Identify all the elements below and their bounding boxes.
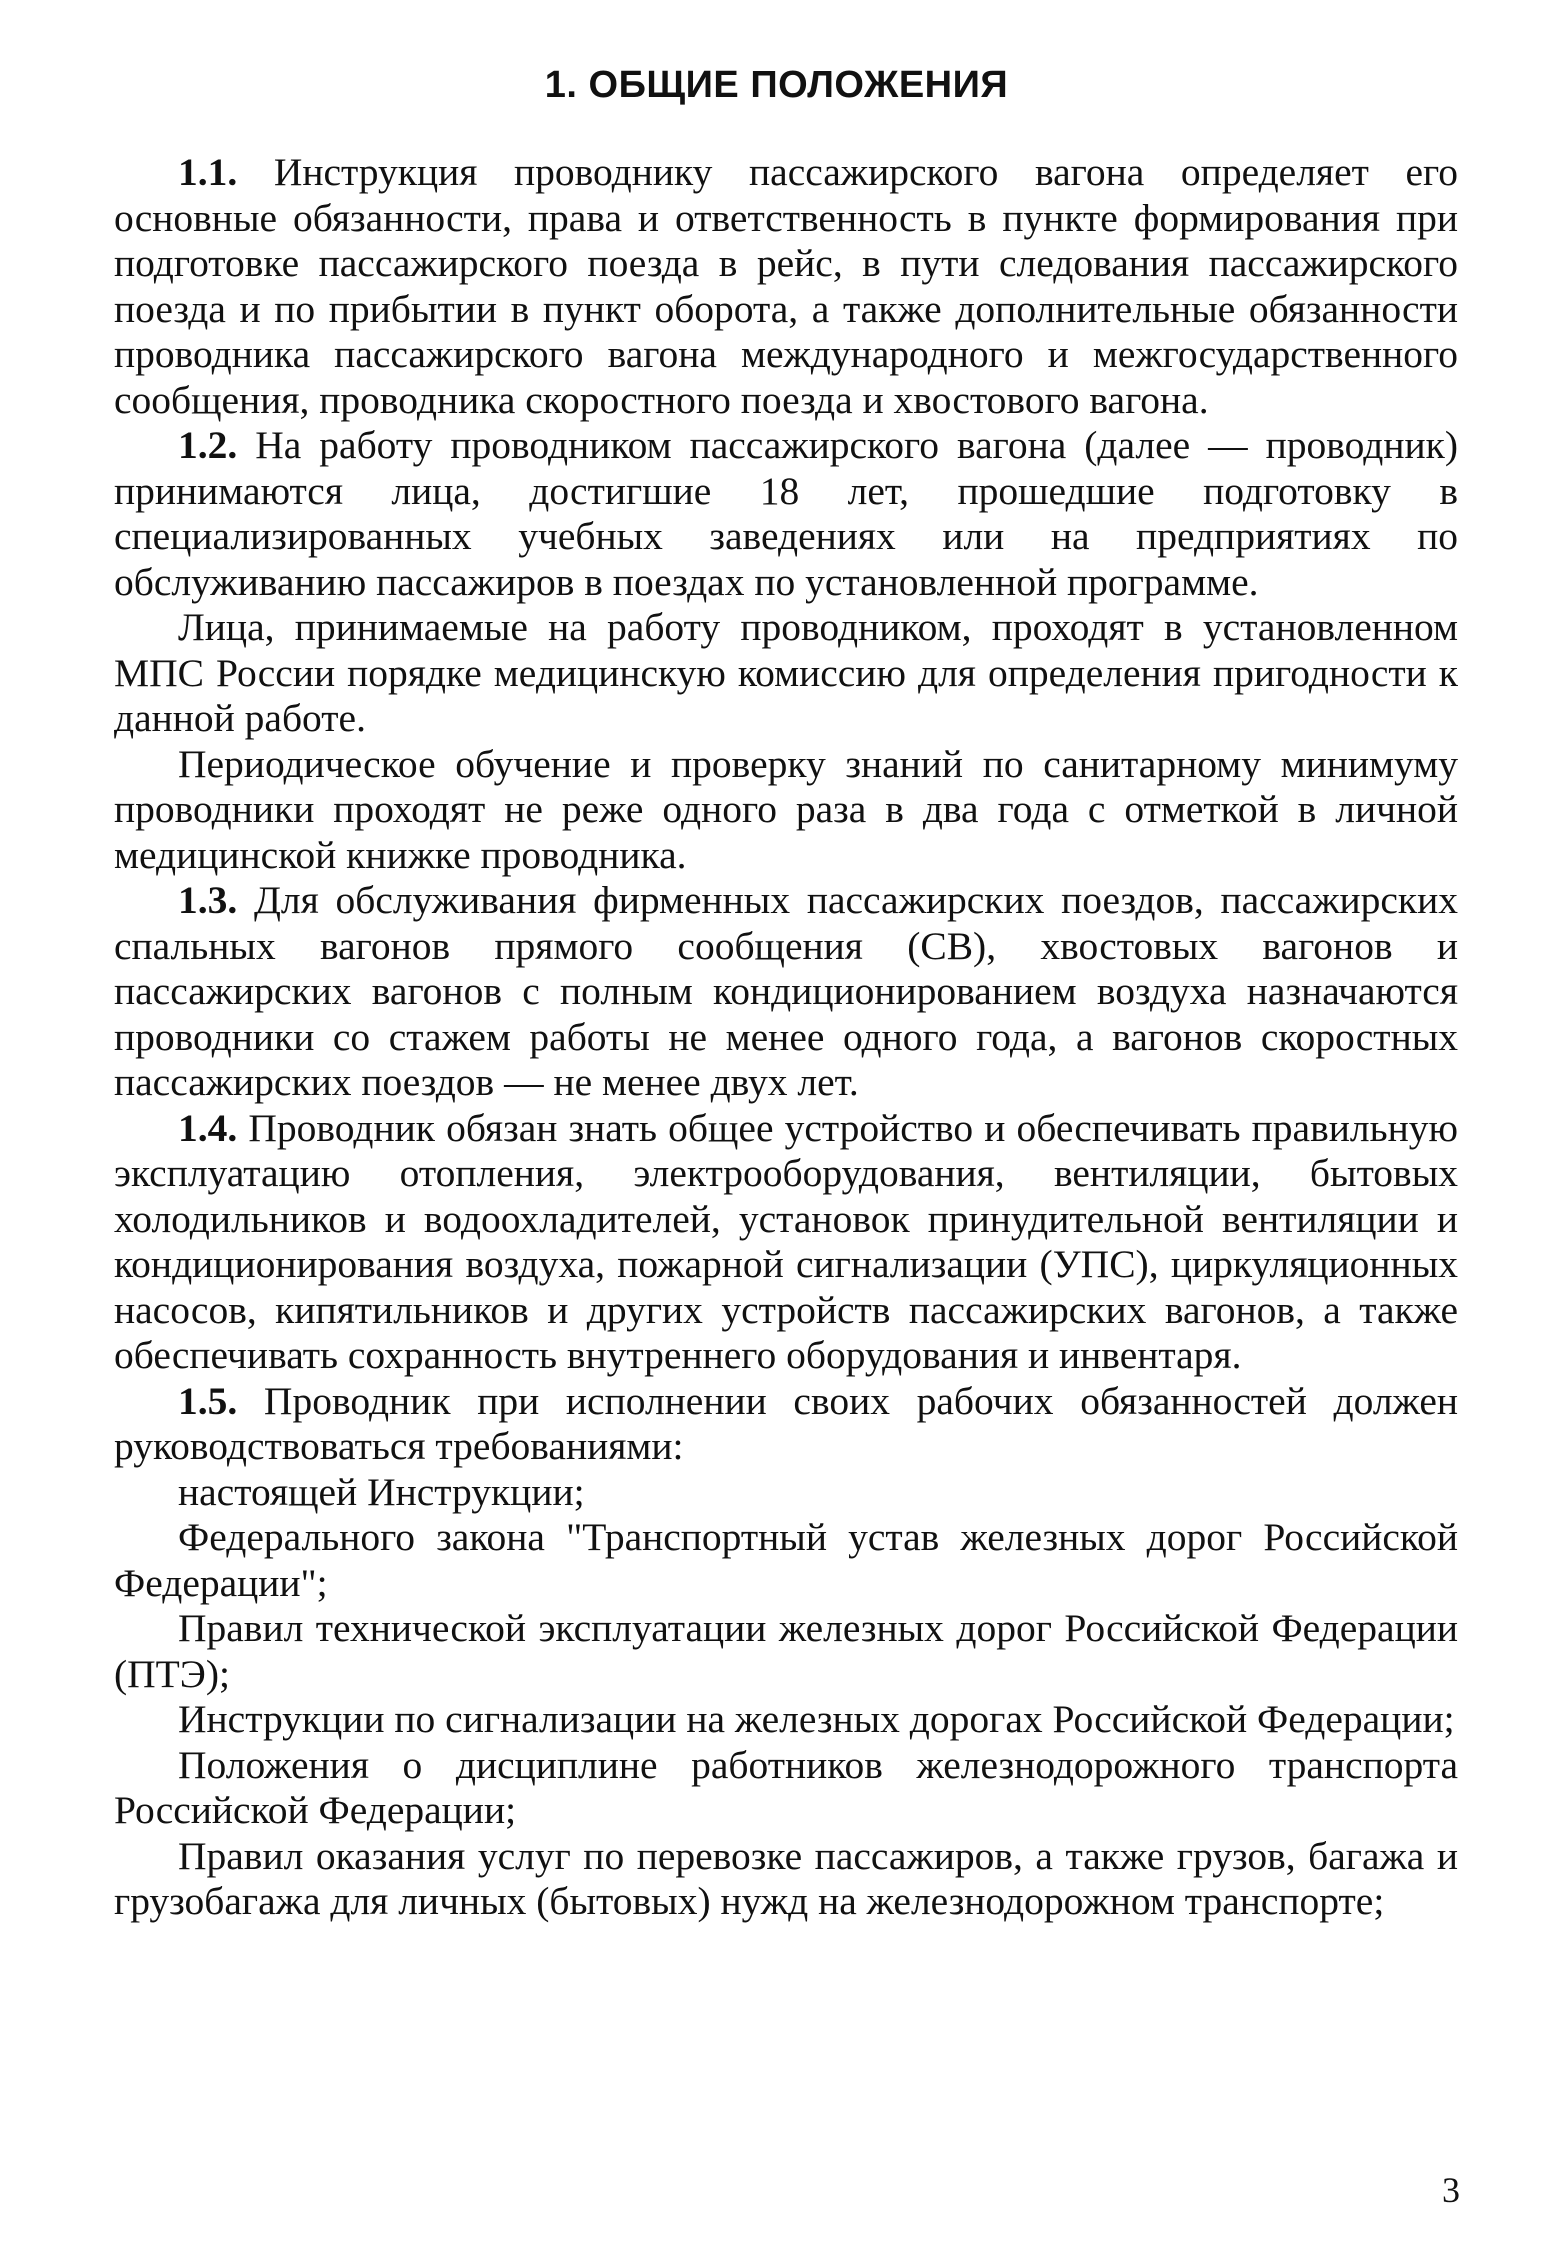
paragraph-1-3 xyxy=(114,878,1458,1106)
requirement-item xyxy=(114,1606,1458,1697)
paragraph-text: Правил оказания услуг по перевозке пассажиров, а также грузов, багажа и грузобагажа для личных (бытовых) нужд на железнодорожном транспорте; xyxy=(114,1833,1458,1923)
paragraph-number: 1.2. xyxy=(178,423,238,467)
paragraph-1-2 xyxy=(114,423,1458,605)
paragraph-text: Федерального закона "Транспортный устав железных дорог Российской Федерации"; xyxy=(114,1515,1458,1605)
paragraph-number: 1.4. xyxy=(178,1105,238,1150)
requirement-item xyxy=(114,1470,1458,1516)
paragraph-text: Инструкция проводнику пассажирского вагона определяет его основные обязанности, права и ответственность в пункте формирования при подготовке пассажирского поезда в рейс, в пути следования пассажирского поезда и по прибытии в пункт оборота, а также дополнительные обязанности проводника пассажирского вагона международного и межгосударственного сообщения, проводника скоростного поезда и хвостового вагона. xyxy=(114,150,1458,422)
paragraph-text: Проводник обязан знать общее устройство и обеспечивать правильную эксплуатацию отопления, электрооборудования, вентиляции, бытовых холодильников и водоохладителей, установок принудительной вентиляции и кондиционирования воздуха, пожарной сигнализации (УПС), циркуляционных насосов, кипятильников и других устройств пассажирских вагонов, а также обеспечивать сохранность внутреннего оборудования и инвентаря. xyxy=(114,1105,1458,1377)
paragraph-text: На работу проводником пассажирского вагона (далее — проводник) принимаются лица, достигшие 18 лет, прошедшие подготовку в специализированных учебных заведениях или на предприятиях по обслуживанию пассажиров в поездах по установленной программе. xyxy=(114,423,1458,604)
paragraph-text: Положения о дисциплине работников железнодорожного транспорта Российской Федерации; xyxy=(114,1742,1458,1832)
paragraph-1-4 xyxy=(114,1106,1458,1379)
requirement-item xyxy=(114,1515,1458,1606)
requirement-item xyxy=(114,1834,1458,1925)
page-number: 3 xyxy=(1442,2170,1460,2210)
paragraph-number: 1.1. xyxy=(178,150,238,194)
requirement-item xyxy=(114,1743,1458,1834)
paragraph-text: Лица, принимаемые на работу проводником, проходят в установленном МПС России порядке медицинскую комиссию для определения пригодности к данной работе. xyxy=(114,605,1458,740)
paragraph-number: 1.3. xyxy=(178,878,238,922)
paragraph-1-5 xyxy=(114,1379,1458,1470)
paragraph-text: Периодическое обучение и проверку знаний по санитарному минимуму проводники проходят не реже одного раза в два года с отметкой в личной медицинской книжке проводника. xyxy=(114,741,1458,877)
paragraph-1-1 xyxy=(114,150,1458,423)
section-body xyxy=(114,150,1458,1925)
paragraph-number: 1.5. xyxy=(178,1378,238,1423)
paragraph-text: настоящей Инструкции; xyxy=(178,1469,585,1514)
paragraph-medical-commission xyxy=(114,605,1458,742)
paragraph-sanitary-training xyxy=(114,742,1458,879)
section-title: 1. ОБЩИЕ ПОЛОЖЕНИЯ xyxy=(544,64,1009,106)
paragraph-text: Инструкции по сигнализации на железных дорогах Российской Федерации; xyxy=(178,1697,1455,1741)
paragraph-text: Проводник при исполнении своих рабочих обязанностей должен руководствоваться требованиями: xyxy=(114,1378,1458,1468)
paragraph-text: Для обслуживания фирменных пассажирских поездов, пассажирских спальных вагонов прямого сообщения (СВ), хвостовых вагонов и пассажирских вагонов с полным кондиционированием воздуха назначаются проводники со стажем работы не менее одного года, а вагонов скоростных пассажирских поездов — не менее двух лет. xyxy=(114,878,1458,1104)
paragraph-text: Правил технической эксплуатации железных дорог Российской Федерации (ПТЭ); xyxy=(114,1606,1458,1696)
requirement-item xyxy=(114,1697,1458,1743)
